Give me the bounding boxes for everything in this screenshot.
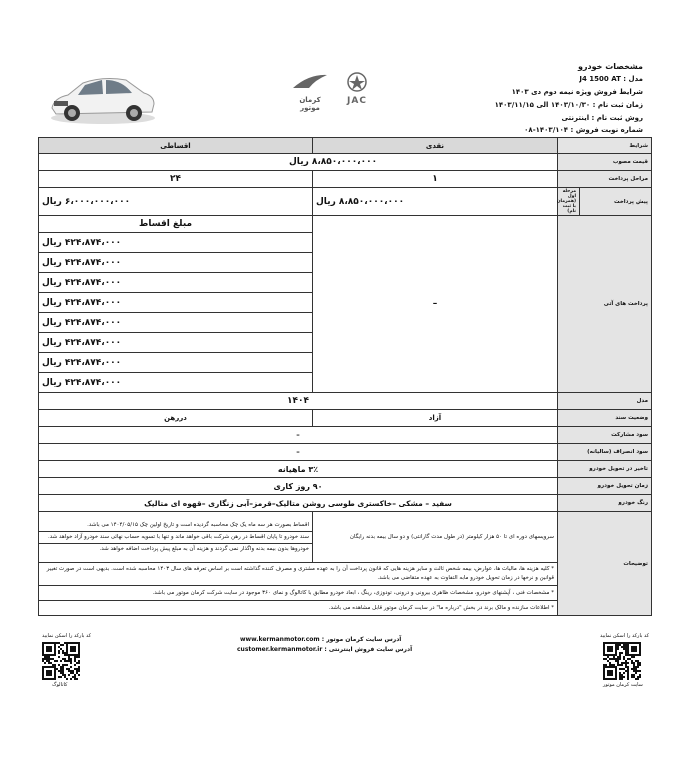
delivery-value: ۹۰ روز کاری [39,478,558,495]
stages-installment: ۲۴ [39,171,313,188]
header-turn-number: شماره نوبت فروش : ۱۴۰۳/۱۰۴-۰۸ [524,126,643,134]
qr-left-caption: کاتالوگ [52,682,68,688]
installment-row: ۴۲۴،۸۷۴،۰۰۰ ریال [39,333,313,353]
kerman-motor-logo [290,72,330,112]
model-value: ۱۴۰۴ [39,393,558,410]
header-conditions: شرایط فروش ویژه نیمه دوم دی ۱۴۰۳ [511,88,643,96]
installment-row: ۴۲۴،۸۷۴،۰۰۰ ریال [39,373,313,393]
price-value: ۸،۸۵۰،۰۰۰،۰۰۰ ریال [39,154,558,171]
col-installment: اقساطی [39,138,313,154]
color-label: رنگ خودرو [558,495,652,512]
sales-site-address: آدرس سایت فروش اینترنتی : customer.kermanmotor.ir [237,646,413,653]
partnership-label: سود مشارکت [558,427,652,444]
sales-table [38,137,652,616]
note-install-3: خودروها بدون بیمه بدنه واگذار نمی گردند و هزینه آن به مبلغ پیش پرداخت اضافه خواهد شد. [99,545,309,552]
note-tax: * کلیه هزینه ها، مالیات ها، عوارض، بیمه شخص ثالث و سایر هزینه هایی که قانون پرداخت آن را به عهده مشتری و مصرف کننده گذاشته است بر اساس تعرفه های سال ۱۴۰۳ محاسبه شده است. بدیهی است در صورت تغییر قوانین و نرخها در زمان تحویل خودرو مابه التفاوت به عهده متقاضی می باشد. [39,563,558,586]
installment-row: ۴۲۴،۸۷۴،۰۰۰ ریال [39,293,313,313]
note-install-2: سند خودرو تا پایان اقساط در رهن شرکت باقی خواهد ماند و تنها با تسویه حساب نهائی سند خودرو آزاد خواهد شد. [39,532,312,544]
cancel-label: سود انصراف (سالیانه) [558,444,652,461]
cancel-value: – [39,444,558,461]
col-cash: نقدی [313,138,558,154]
header-title: مشخصات خودرو [577,62,643,71]
col-conditions: شرایط [558,138,652,154]
model-label: مدل [558,393,652,410]
installment-header: مبلغ اقساط [39,216,313,233]
note-specs: * مشخصات فنی ، آپشنهای خودرو، مشخصات ظاهری بیرونی و درونی، تودوزی، رینگ ، ابعاد خودرو مطابق با کاتالوگ و نمای ۳۶۰ موجود در سایت شرکت کرمان موتور می باشد. [39,586,558,601]
first-installment: ۶،۰۰۰،۰۰۰،۰۰۰ ریال [39,188,313,216]
notes-label: توضیحات [558,512,652,616]
note-installment-cell [39,512,313,563]
site-address: آدرس سایت کرمان موتور : www.kermanmotor.com [240,636,402,643]
installment-row: ۴۲۴،۸۷۴،۰۰۰ ریال [39,313,313,333]
first-stage-label: مرحله اول (همزمان با ثبت نام) [558,188,580,216]
doc-cash: آزاد [313,410,558,427]
qr-code-website[interactable] [603,642,641,680]
header-registration-method: روش ثبت نام : اینترنتی [561,114,643,122]
first-cash: ۸،۸۵۰،۰۰۰،۰۰۰ ریال [313,188,558,216]
jac-logo-text: JAC [347,96,367,106]
delay-label: تاخیر در تحویل خودرو [558,461,652,478]
delivery-label: زمان تحویل خودرو [558,478,652,495]
car-image [48,68,158,128]
delay-value: ۳٪ ماهیانه [39,461,558,478]
installment-row: ۴۲۴،۸۷۴،۰۰۰ ریال [39,273,313,293]
header-model: مدل : J4 1500 AT [579,75,643,83]
color-value: سفید – مشکی –خاکستری طوسی روشن متالیک–قرمز–آبی زنگاری –قهوه ای متالیک [39,495,558,512]
stages-cash: ۱ [313,171,558,188]
later-label: پرداخت های آتی [558,216,652,393]
prepay-label: پیش پرداخت [580,188,652,216]
installment-row: ۴۲۴،۸۷۴،۰۰۰ ریال [39,233,313,253]
installment-row: ۴۲۴،۸۷۴،۰۰۰ ریال [39,353,313,373]
qr-right-caption: سایت کرمان موتور [603,682,643,688]
stages-label: مراحل پرداخت [558,171,652,188]
qr-code-catalog[interactable] [42,642,80,680]
qr-right-top-text: کد بارکد را اسکن نمایید [600,633,649,639]
kerman-logo-text: کرمان موتور [299,96,321,112]
note-install-1: اقساط بصورت هر سه ماه یک چک محاسبه گردیده است و تاریخ اولین چک ۱۴۰۴/۰۵/۱۵ می باشد. [39,520,312,532]
price-label: قیمت مصوب [558,154,652,171]
note-info: * اطلاعات سازنده و مالک برند در بخش "درباره ما" در سایت کرمان موتور قابل مشاهده می باشد. [39,601,558,616]
doc-installment: دررهن [39,410,313,427]
later-cash: – [313,216,558,393]
kerman-bird-icon [291,72,329,92]
jac-logo [337,72,377,106]
header-registration-time: زمان ثبت نام : ۱۴۰۳/۱۰/۳۰ الی ۱۴۰۳/۱۱/۱۵ [494,101,643,109]
installment-row: ۴۲۴،۸۷۴،۰۰۰ ریال [39,253,313,273]
doc-label: وضعیت سند [558,410,652,427]
qr-left-top-text: کد بارکد را اسکن نمایید [42,633,91,639]
note-service: سرویسهای دوره ای تا ۵۰ هزار کیلومتر (در طول مدت گارانتی) و دو سال بیمه بدنه رایگان [313,512,558,563]
partnership-value: – [39,427,558,444]
jac-star-icon [342,72,372,92]
